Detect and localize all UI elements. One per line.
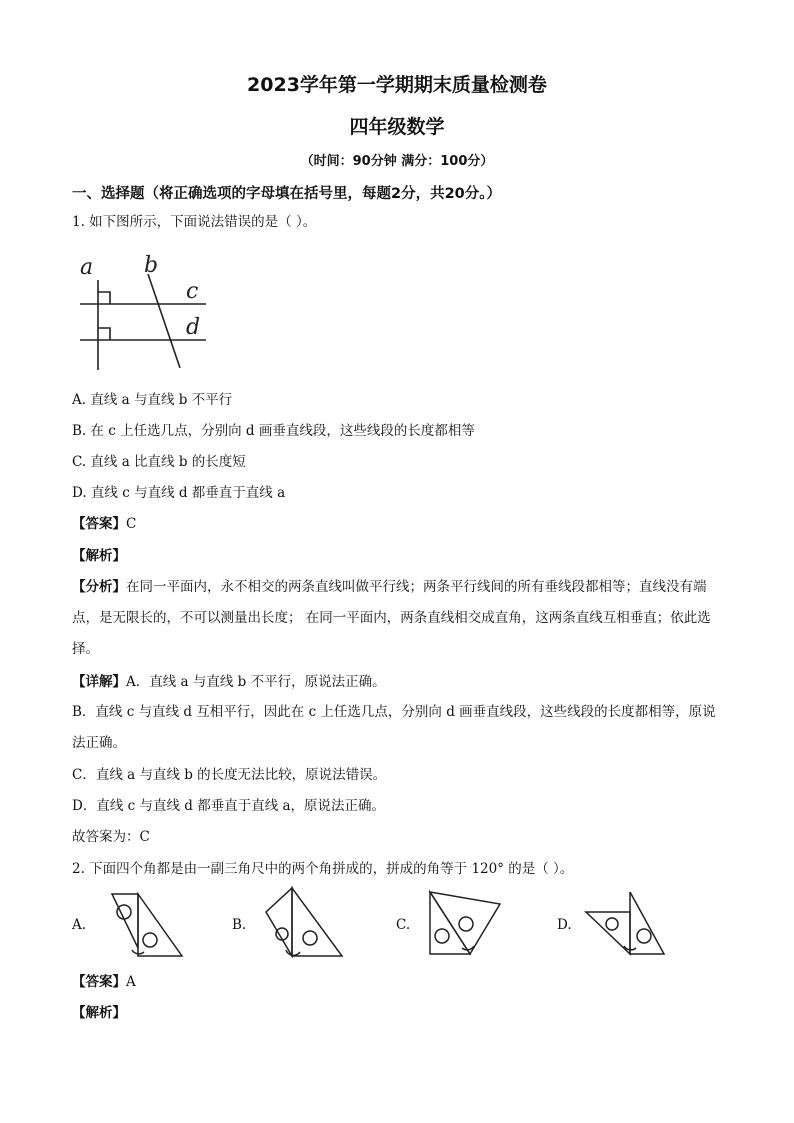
q1-option-b: B. 在 c 上任选几点，分别向 d 画垂直线段，这些线段的长度都相等 — [72, 423, 475, 439]
q1-xiangjie-d: D．直线 c 与直线 d 都垂直于直线 a，原说法正确。 — [72, 798, 386, 814]
line-b — [148, 274, 180, 368]
q2-analysis-tag: 【解析】 — [72, 1005, 126, 1021]
right-angle-mark-d — [98, 328, 110, 340]
answer-tag: 【答案】 — [72, 516, 126, 532]
label-c: c — [186, 279, 199, 304]
q2-option-d-label: D. — [557, 917, 572, 933]
q2-answer-value: A — [126, 974, 136, 990]
q1-fenxi — [72, 572, 722, 665]
q2-figure-a — [94, 888, 189, 963]
exam-title: 2023学年第一学期期末质量检测卷 — [247, 74, 547, 96]
q2-figure-b — [258, 886, 348, 964]
xiangjie-tag: 【详解】 — [72, 674, 126, 690]
label-b: b — [144, 253, 159, 278]
answer-value: C — [126, 516, 137, 532]
q1-option-a: A. 直线 a 与直线 b 不平行 — [72, 392, 233, 408]
q2-answer-tag: 【答案】 — [72, 974, 126, 990]
q2-option-c-label: C. — [396, 917, 411, 933]
fenxi-tag: 【分析】 — [72, 579, 126, 595]
q1-option-c: C. 直线 a 比直线 b 的长度短 — [72, 454, 246, 470]
q2-figure-d — [582, 888, 672, 960]
label-a: a — [80, 255, 94, 280]
q2-stem: 2. 下面四个角都是由一副三角尺中的两个角拼成的，拼成的角等于 120° 的是（ ）。 — [72, 861, 574, 877]
exam-info: （时间：90分钟 满分：100分） — [300, 154, 494, 169]
q1-xiangjie-c: C．直线 a 与直线 b 的长度无法比较，原说法错误。 — [72, 767, 387, 783]
right-angle-mark-c — [98, 292, 110, 304]
q2-answer — [72, 972, 136, 992]
fenxi-text: 在同一平面内，永不相交的两条直线叫做平行线；两条平行线间的所有垂线段都相等；直线没有端点，是无限长的，不可以测量出长度； 在同一平面内，两条直线相交成直角，这两条直线互相垂直；依此选择。 — [72, 579, 711, 657]
q1-analysis-tag: 【解析】 — [72, 548, 126, 564]
q2-option-a-label: A. — [72, 917, 87, 933]
q2-figure-c — [420, 884, 510, 964]
q1-option-d: D. 直线 c 与直线 d 都垂直于直线 a — [72, 485, 286, 501]
q1-xiangjie-b: B．直线 c 与直线 d 互相平行，因此在 c 上任选几点，分别向 d 画垂直线段，这些线段的长度都相等，原说法正确。 — [72, 704, 716, 751]
q1-answer — [72, 514, 136, 534]
label-d: d — [186, 315, 201, 340]
q1-figure — [72, 252, 222, 377]
xiangjie-a-text: A．直线 a 与直线 b 不平行，原说法正确。 — [126, 674, 386, 690]
q1-conclusion: 故答案为：C — [72, 829, 150, 845]
section-heading: 一、选择题（将正确选项的字母填在括号里，每题2分，共20分。） — [72, 186, 502, 202]
q2-option-b-label: B. — [232, 917, 247, 933]
q1-xiangjie-a — [72, 672, 386, 692]
q1-stem: 1. 如下图所示，下面说法错误的是（ ）。 — [72, 214, 317, 230]
exam-subtitle: 四年级数学 — [349, 116, 445, 138]
